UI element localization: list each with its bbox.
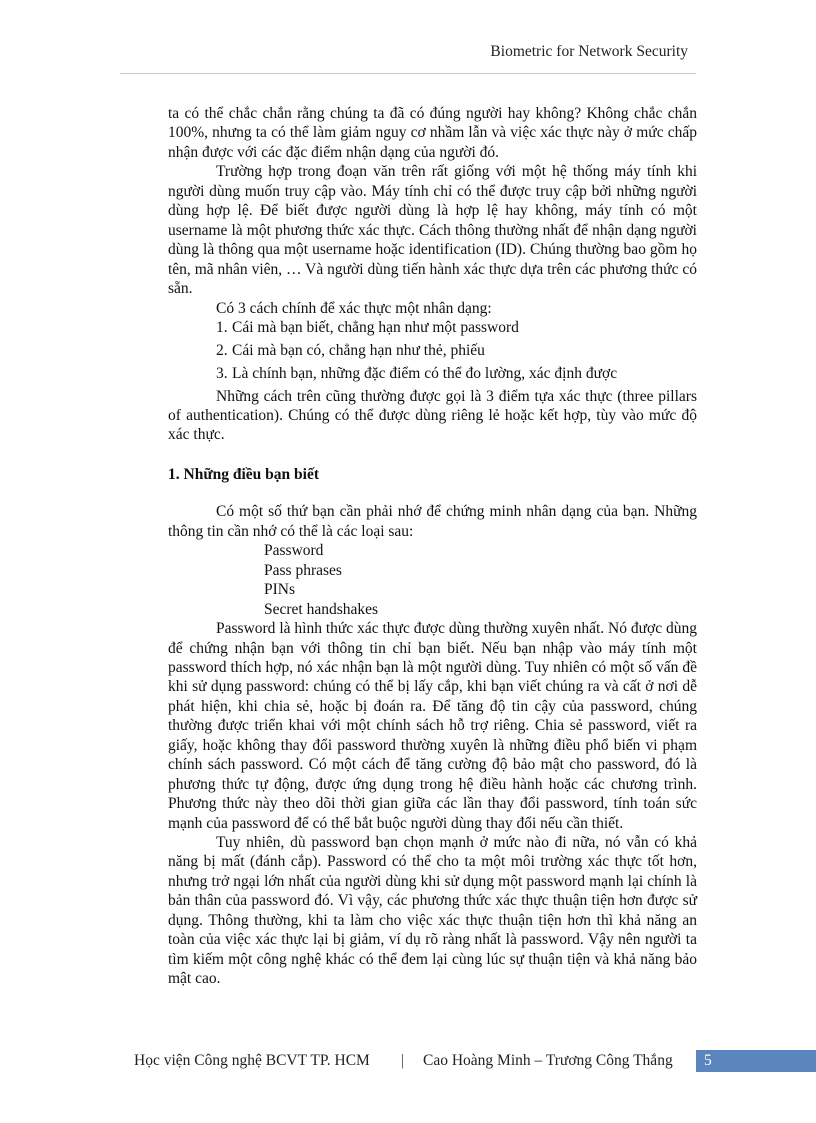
footer-separator: | (401, 1052, 405, 1069)
methods-list (168, 318, 697, 383)
list-number: 3. (216, 364, 228, 382)
list-text: Là chính bạn, những đặc điểm có thể đo lường, xác định được (232, 364, 618, 382)
list-item: Secret handshakes (264, 600, 379, 618)
paragraph-password: Password là hình thức xác thực được dùng thường xuyên nhất. Nó được dùng để chứng nhận bạn với thông tin chỉ bạn biết. Nếu bạn nhập vào máy tính một password thích hợp, nó xác nhận bạn là một người dùng. Tuy nhiên có một số vấn đề khi sử dụng password: chúng có thể bị lấy cắp, khi bạn viết chúng ra và cất ở nơi dễ phát hiện, khi chia sẻ, hoặc bị đoán ra. Để tăng độ tin cậy của password, chúng thường được triển khai với một chính sách hỗ trợ riêng. Chia sẻ password, viết ra giấy, hoặc không thay đổi password thường xuyên là những điều phổ biến vi phạm chính sách password. Có một cách để tăng cường độ bảo mật cho password, đó là phương thức tự động, được ứng dụng trong hệ điều hành hoặc các chương trình. Phương thức này theo dõi thời gian giữa các lần thay đổi password, tính toán sức mạnh của password để có thể bắt buộc người dùng thay đổi nếu cần thiết. (168, 620, 697, 832)
paragraph-password-strength: Tuy nhiên, dù password bạn chọn mạnh ở mức nào đi nữa, nó vẫn có khả năng bị mất (đánh cắp). Password có thể cho ta một môi trường xác thực tốt hơn, nhưng trở ngại lớn nhất của người dùng khi sử dụng một password mạnh lại chính là bản thân của password đó. Vì vậy, các phương thức xác thực thuận tiện hơn được sử dụng. Thông thường, khi ta làm cho việc xác thực thuận tiện hơn thì khả năng an toàn của việc xác thực lại bị giảm, ví dụ rõ ràng nhất là password. Vậy nên người ta tìm kiếm một công nghệ khác có thể đem lại cùng lúc sự thuận tiện và khả năng bảo mật cao. (168, 834, 697, 988)
section-heading: 1. Những điều bạn biết (168, 465, 319, 483)
paragraph-methods-intro: Có 3 cách chính để xác thực một nhân dạng: (216, 299, 492, 317)
footer-authors: Cao Hoàng Minh – Trương Công Thắng (423, 1052, 673, 1069)
list-text: Cái mà bạn có, chẳng hạn như thẻ, phiếu (232, 341, 485, 359)
list-item (168, 364, 697, 383)
paragraph-pillars: Những cách trên cũng thường được gọi là 3 điểm tựa xác thực (three pillars of authentication). Chúng có thể được dùng riêng lẻ hoặc kết hợp, tùy vào mức độ xác thực. (168, 387, 697, 444)
list-item (168, 318, 697, 337)
page-number: 5 (696, 1050, 816, 1072)
list-item: Pass phrases (264, 561, 342, 579)
knowledge-items-list (168, 541, 697, 619)
list-item (168, 341, 697, 360)
list-item: PINs (264, 581, 296, 599)
footer-organization: Học viện Công nghệ BCVT TP. HCM (134, 1052, 370, 1069)
list-text: Cái mà bạn biết, chẳng hạn như một password (232, 318, 519, 336)
page-footer (120, 1052, 816, 1074)
list-item: Password (264, 542, 324, 560)
paragraph-system: Trường hợp trong đoạn văn trên rất giống với một hệ thống máy tính khi người dùng muốn truy cập vào. Máy tính chỉ có thể được truy cập bởi những người dùng hợp lệ. Để biết được người dùng là hợp lệ hay không, máy tính có một username là một phương thức xác thực. Cách thông thường nhất để nhận dạng người dùng là thông qua một username hoặc identification (ID). Chúng thường bao gồm họ tên, mã nhân viên, … Và người dùng tiến hành xác thực dựa trên các phương thức có sẵn. (168, 163, 697, 298)
paragraph-know-intro: Có một số thứ bạn cần phải nhớ để chứng minh nhân dạng của bạn. Những thông tin cần nhớ có thể là các loại sau: (168, 503, 697, 540)
header-divider (120, 73, 696, 74)
running-header: Biometric for Network Security (490, 43, 688, 60)
page-body (168, 104, 697, 989)
list-number: 2. (216, 341, 228, 359)
list-number: 1. (216, 318, 228, 336)
paragraph-intro: ta có thể chắc chắn rằng chúng ta đã có đúng người hay không? Không chắc chắn 100%, nhưng ta có thể làm giảm nguy cơ nhầm lẫn và việc xác thực này ở mức chấp nhận được với các đặc điểm nhận dạng của người đó. (168, 105, 697, 161)
